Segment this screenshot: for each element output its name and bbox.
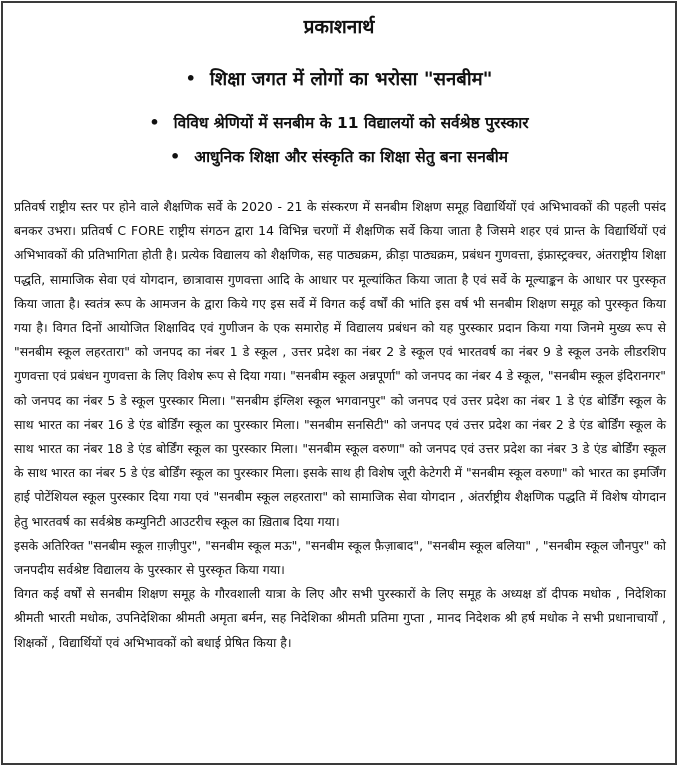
- headline-bullet-2: [3, 109, 675, 135]
- press-release-page: [1, 1, 677, 765]
- body-paragraph-1: प्रतिवर्ष राष्ट्रीय स्तर पर होने वाले शैक्षणिक सर्वे के 2020 - 21 के संस्करण में सनबीम शिक्षण समूह विद्यार्थियों एवं अभिभावकों की पहली पसंद बनकर उभरा। प्रतिवर्ष C FORE राष्ट्रीय संगठन द्वारा 14 विभिन्न चरणों में शैक्षणिक सर्वे किया जाता है जिसमे शहर एवं प्रान्त के विद्यार्थियों एवं अभिभावकों की प्रतिभागिता होती है। प्रत्येक विद्यालय को शैक्षणिक, सह पाठ्यक्रम, क्रीड़ा पाठ्यक्रम, प्रबंधन गुणवत्ता, इंफ्रास्ट्रक्चर, अंतराष्ट्रीय शिक्षा पद्धति, सामाजिक सेवा एवं योगदान, छात्रावास गुणवत्ता आदि के आधार पर मूल्यांकित किया जाता है एवं सर्वे के मूल्याङ्कन के आधार पर पुरस्कृत किया जाता है। स्वतंत्र रूप के आमजन के द्वारा किये गए इस सर्वे में विगत कई वर्षों की भांति इस वर्ष भी सनबीम शिक्षण समूह को पुरस्कृत किया गया है। विगत दिनों आयोजित शिक्षाविद एवं गुणीजन के एक समारोह में विद्यालय प्रबंधन को यह पुरस्कार प्रदान किया गया जिनमे मुख्य रूप से "सनबीम स्कूल लहरतारा" को जनपद का नंबर 1 डे स्कूल , उत्तर प्रदेश का नंबर 2 डे स्कूल एवं भारतवर्ष का नंबर 9 डे स्कूल उनके लीडरशिप गुणवत्ता एवं प्रबंधन गुणवत्ता के लिए विशेष रूप से दिया गया। "सनबीम स्कूल अन्नपूर्णा" को जनपद का नंबर 4 डे स्कूल, "सनबीम स्कूल इंदिरानगर" को जनपद का नंबर 5 डे स्कूल पुरस्कार मिला। "सनबीम इंग्लिश स्कूल भगवानपुर" को जनपद एवं उत्तर प्रदेश का नंबर 1 डे एंड बोर्डिंग स्कूल के साथ भारत का नंबर 16 डे एंड बोर्डिंग स्कूल का पुरस्कार मिला। "सनबीम सनसिटी" को जनपद एवं उत्तर प्रदेश का नंबर 2 डे एंड बोर्डिंग स्कूल के साथ भारत का नंबर 18 डे एंड बोर्डिंग स्कूल का पुरस्कार मिला। "सनबीम स्कूल वरुणा" को जनपद एवं उत्तर प्रदेश का नंबर 3 डे एंड बोर्डिंग स्कूल के साथ भारत का नंबर 5 डे एंड बोर्डिंग स्कूल का पुरस्कार मिला। इसके साथ ही विशेष जूरी केटेगरी में "सनबीम स्कूल वरुणा" को भारत का इमर्जिंग हाई पोटेंशियल स्कूल पुरस्कार दिया गया एवं "सनबीम स्कूल लहरतारा" को सामाजिक सेवा योगदान , अंतर्राष्ट्रीय शैक्षणिक पद्धति में विशेष योगदान हेतु भारतवर्ष का सर्वश्रेष्ठ कम्युनिटी आउटरीच स्कूल का ख़िताब दिया गया।: [14, 199, 666, 529]
- bullet-icon: •: [149, 112, 160, 132]
- headline-text: आधुनिक शिक्षा और संस्कृति का शिक्षा सेतु बना सनबीम: [194, 148, 509, 166]
- bullet-icon: •: [169, 146, 181, 166]
- headline-bullet-1: [3, 63, 675, 93]
- bullet-icon: •: [185, 68, 196, 88]
- page-title: प्रकाशनार्थ: [303, 16, 375, 38]
- headline-text: शिक्षा जगत में लोगों का भरोसा "सनबीम": [209, 68, 493, 90]
- body-paragraph-2: इसके अतिरिक्त "सनबीम स्कूल ग़ाज़ीपुर", "सनबीम स्कूल मऊ", "सनबीम स्कूल फ़ैज़ाबाद", "सनबीम स्कूल बलिया" , "सनबीम स्कूल जौनपुर" को जनपदीय सर्वश्रेष्ट विद्यालय के पुरस्कार से पुरस्कृत किया गया।: [14, 537, 666, 578]
- body-paragraph-3: विगत कई वर्षों से सनबीम शिक्षण समूह के गौरवशाली यात्रा के लिए और सभी पुरस्कारों के लिए समूह के अध्यक्ष डॉ दीपक मधोक , निदेशिका श्रीमती भारती मधोक, उपनिदेशिका श्रीमती अमृता बर्मन, सह निदेशिका श्रीमती प्रतिमा गुप्ता , मानद निदेशक श्री हर्ष मधोक ने सभी प्रधानाचार्यों , शिक्षकों , विद्यार्थियों एवं अभिभावकों को बधाई प्रेषित किया है।: [14, 586, 666, 650]
- headline-bullet-3: [3, 143, 675, 169]
- headline-bullets: [3, 63, 675, 169]
- headline-text: विविध श्रेणियों में सनबीम के 11 विद्यालयों को सर्वश्रेष्ठ पुरस्कार: [173, 114, 529, 132]
- article-body: [3, 195, 675, 655]
